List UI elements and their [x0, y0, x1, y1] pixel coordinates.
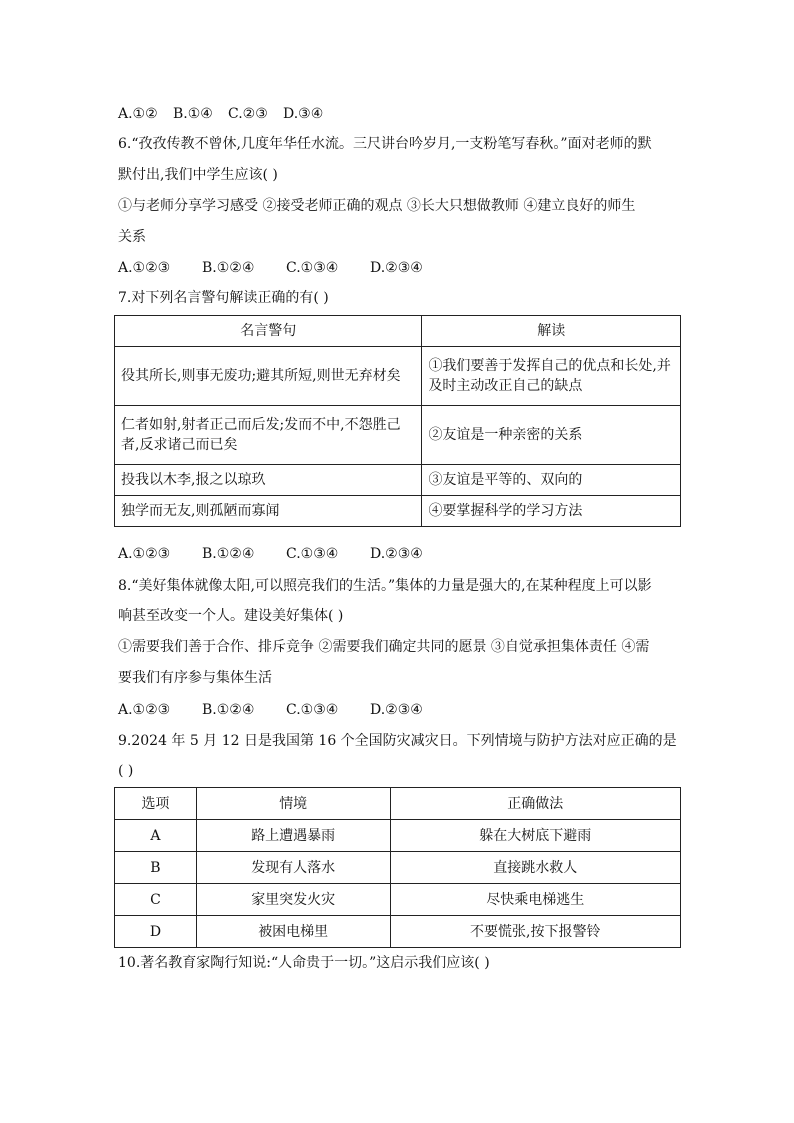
q9-action-4: 不要慌张,按下报警铃 — [390, 916, 680, 948]
q7-stem: 7.对下列名言警句解读正确的有( ) — [118, 290, 329, 306]
q6-option-c: C.①③④ — [286, 260, 339, 276]
q6-option-a: A.①②③ — [118, 260, 171, 276]
q7-quote-2: 仁者如射,射者正己而后发;发而不中,不怨胜己者,反求诸己而已矣 — [115, 406, 422, 465]
q7-option-d: D.②③④ — [370, 546, 423, 562]
q7-quote-1: 役其所长,则事无废功;避其所短,则世无弃材矣 — [115, 347, 422, 406]
q7-reading-1: ①我们要善于发挥自己的优点和长处,并及时主动改正自己的缺点 — [422, 347, 681, 406]
q7-header-reading: 解读 — [422, 316, 681, 347]
q8-option-c: C.①③④ — [286, 702, 339, 718]
q9-table — [114, 787, 681, 948]
q6-option-b: B.①②④ — [202, 260, 255, 276]
table-row — [115, 916, 681, 948]
q8-options — [118, 700, 423, 720]
q9-table-header — [115, 788, 681, 820]
table-row — [115, 884, 681, 916]
q9-option-2: B — [115, 852, 197, 884]
q9-header-option: 选项 — [115, 788, 197, 820]
q9-situation-1: 路上遭遇暴雨 — [196, 820, 390, 852]
q7-reading-4: ④要掌握科学的学习方法 — [422, 496, 681, 527]
q7-option-a: A.①②③ — [118, 546, 171, 562]
q9-option-1: A — [115, 820, 197, 852]
q7-header-quote: 名言警句 — [115, 316, 422, 347]
q8-option-d: D.②③④ — [370, 702, 423, 718]
q9-stem-line2: ( ) — [118, 763, 134, 779]
q9-situation-4: 被困电梯里 — [196, 916, 390, 948]
q9-action-2: 直接跳水救人 — [390, 852, 680, 884]
q9-header-situation: 情境 — [196, 788, 390, 820]
q9-option-3: C — [115, 884, 197, 916]
q5-options — [118, 104, 323, 124]
q8-option-a: A.①②③ — [118, 702, 171, 718]
q6-choices-line1: ①与老师分享学习感受 ②接受老师正确的观点 ③长大只想做教师 ④建立良好的师生 — [118, 198, 636, 214]
q7-table — [114, 315, 681, 527]
q7-options — [118, 544, 423, 564]
table-row — [115, 406, 681, 465]
q9-header-action: 正确做法 — [390, 788, 680, 820]
q8-stem-line1: 8.“美好集体就像太阳,可以照亮我们的生活。”集体的力量是强大的,在某种程度上可以影 — [118, 578, 652, 594]
q7-reading-3: ③友谊是平等的、双向的 — [422, 465, 681, 496]
table-row — [115, 465, 681, 496]
q9-stem-line1: 9.2024 年 5 月 12 日是我国第 16 个全国防灾减灾日。下列情境与防护方法对应正确的是 — [118, 733, 677, 749]
q7-option-c: C.①③④ — [286, 546, 339, 562]
q8-stem-line2: 响甚至改变一个人。建设美好集体( ) — [118, 608, 344, 624]
q7-table-header — [115, 316, 681, 347]
q5-option-b: B.①④ — [173, 106, 213, 122]
q10-stem: 10.著名教育家陶行知说:“人命贵于一切。”这启示我们应该( ) — [118, 955, 490, 971]
q5-option-a: A.①② — [118, 106, 158, 122]
q6-stem-line2: 默付出,我们中学生应该( ) — [118, 167, 278, 183]
table-row — [115, 820, 681, 852]
q9-action-3: 尽快乘电梯逃生 — [390, 884, 680, 916]
q9-action-1: 躲在大树底下避雨 — [390, 820, 680, 852]
q7-quote-3: 投我以木李,报之以琼玖 — [115, 465, 422, 496]
q8-option-b: B.①②④ — [202, 702, 255, 718]
q6-choices-line2: 关系 — [118, 229, 146, 245]
q7-quote-4: 独学而无友,则孤陋而寡闻 — [115, 496, 422, 527]
table-row — [115, 347, 681, 406]
q6-stem-line1: 6.“孜孜传教不曾休,几度年华任水流。三尺讲台吟岁月,一支粉笔写春秋。”面对老师的默 — [118, 136, 652, 152]
q6-options — [118, 258, 423, 278]
q9-situation-3: 家里突发火灾 — [196, 884, 390, 916]
q8-choices-line2: 要我们有序参与集体生活 — [118, 670, 272, 686]
table-row — [115, 852, 681, 884]
q9-situation-2: 发现有人落水 — [196, 852, 390, 884]
q8-choices-line1: ①需要我们善于合作、排斥竞争 ②需要我们确定共同的愿景 ③自觉承担集体责任 ④需 — [118, 639, 650, 655]
q5-option-c: C.②③ — [228, 106, 268, 122]
q6-option-d: D.②③④ — [370, 260, 423, 276]
q5-option-d: D.③④ — [283, 106, 324, 122]
q7-reading-2: ②友谊是一种亲密的关系 — [422, 406, 681, 465]
q7-option-b: B.①②④ — [202, 546, 255, 562]
q9-option-4: D — [115, 916, 197, 948]
table-row — [115, 496, 681, 527]
